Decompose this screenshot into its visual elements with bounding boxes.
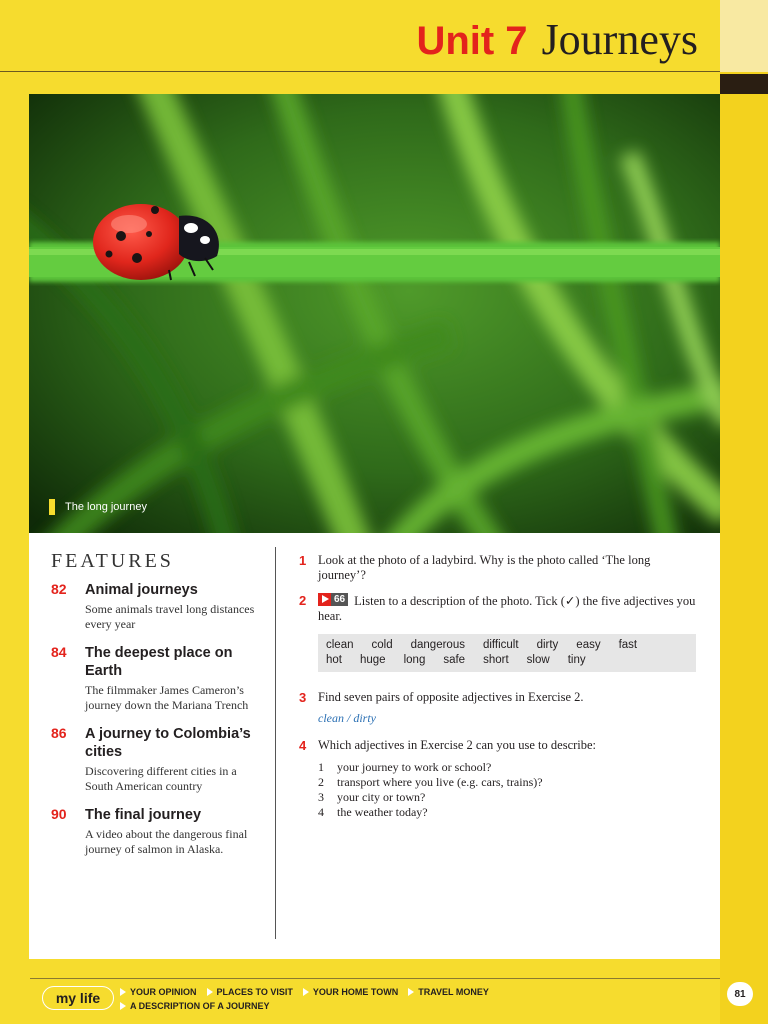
footer-topic: [408, 985, 489, 999]
exercise-example: clean / dirty: [318, 711, 376, 725]
title-rule: [0, 71, 720, 72]
exercise-number: 1: [299, 553, 307, 568]
feature-description: A video about the dangerous final journey of salmon in Alaska.: [85, 827, 248, 856]
question-number: 4: [318, 805, 324, 819]
word-item: easy: [576, 639, 601, 651]
feature-description: The filmmaker James Cameron’s journey down the Mariana Trench: [85, 683, 249, 712]
word-item: huge: [360, 654, 386, 666]
arrow-icon: [120, 1002, 126, 1010]
feature-title: A journey to Colombia’s cities: [85, 726, 251, 760]
unit-title: Journeys: [541, 15, 698, 64]
exercise-number: 4: [299, 738, 307, 753]
column-divider: [275, 547, 276, 939]
play-icon: [318, 593, 331, 606]
feature-description: Discovering different cities in a South American country: [85, 764, 237, 793]
features-heading: FEATURES: [51, 550, 174, 572]
word-item: slow: [526, 654, 550, 666]
footer-topic-label: TRAVEL MONEY: [418, 987, 489, 997]
word-item: difficult: [482, 639, 519, 651]
question-item: [318, 790, 699, 805]
feature-page-number: 84: [51, 644, 67, 660]
feature-description: Some animals travel long distances every year: [85, 602, 255, 631]
feature-item: [51, 644, 266, 713]
feature-page-number: 82: [51, 581, 67, 597]
feature-page-number: 90: [51, 806, 67, 822]
track-number: 66: [331, 593, 348, 606]
question-item: [318, 775, 699, 790]
question-text: your city or town?: [337, 790, 426, 804]
page-title: [416, 14, 698, 65]
arrow-icon: [303, 988, 309, 996]
question-text: the weather today?: [337, 805, 428, 819]
exercise-question-list: [318, 760, 699, 820]
feature-title: The deepest place on Earth: [85, 645, 233, 679]
exercise-4: [299, 738, 699, 820]
word-item: tiny: [567, 654, 586, 666]
footer-topic: [120, 985, 197, 999]
arrow-icon: [120, 988, 126, 996]
exercise-3: [299, 690, 699, 726]
word-row-1: [326, 638, 688, 653]
exercise-instruction: Which adjectives in Exercise 2 can you use to describe:: [318, 738, 597, 752]
footer-topic: [120, 999, 270, 1013]
footer-topic-label: YOUR HOME TOWN: [312, 987, 399, 997]
question-number: 2: [318, 775, 324, 789]
question-text: your journey to work or school?: [337, 760, 492, 774]
exercise-2: [299, 593, 699, 672]
word-row-2: [326, 653, 688, 668]
exercise-instruction: Find seven pairs of opposite adjectives in Exercise 2.: [318, 690, 584, 704]
exercise-1: [299, 553, 699, 583]
caption-marker: [49, 499, 55, 515]
exercise-instruction-wrap: [318, 593, 699, 624]
ladybird-photo: [29, 94, 720, 533]
content-panel: [29, 533, 720, 959]
edge-strip-marker: [720, 74, 768, 94]
feature-item: [51, 581, 266, 632]
exercises: [299, 553, 699, 820]
question-text: transport where you live (e.g. cars, trains)?: [337, 775, 543, 789]
features-list: [51, 581, 266, 869]
word-item: dangerous: [410, 639, 465, 651]
photo-caption: [49, 499, 147, 515]
question-number: 1: [318, 760, 324, 774]
edge-strip: [720, 0, 768, 1024]
edge-strip-top: [720, 0, 768, 72]
caption-text: The long journey: [65, 501, 147, 513]
ladybird-photo-illustration: [29, 94, 720, 533]
arrow-icon: [408, 988, 414, 996]
exercise-number: 3: [299, 690, 307, 705]
exercise-instruction: Listen to a description of the photo. Tick (✓) the five adjectives you hear.: [318, 594, 696, 623]
footer-topic-label: A DESCRIPTION OF A JOURNEY: [130, 1001, 270, 1011]
footer-topic-label: YOUR OPINION: [130, 987, 197, 997]
page-number: 81: [727, 982, 753, 1006]
footer-topic: [303, 985, 398, 999]
word-item: short: [483, 654, 509, 666]
footer-topics: [120, 985, 590, 1013]
word-item: long: [403, 654, 426, 666]
feature-item: [51, 725, 266, 794]
footer-rule: [30, 978, 720, 979]
unit-number: Unit 7: [416, 19, 528, 63]
feature-item: [51, 806, 266, 857]
feature-page-number: 86: [51, 725, 67, 741]
word-item: safe: [443, 654, 466, 666]
exercise-instruction: Look at the photo of a ladybird. Why is the photo called ‘The long journey’?: [318, 553, 651, 582]
feature-title: Animal journeys: [85, 582, 198, 598]
question-number: 3: [318, 790, 324, 804]
word-item: cold: [371, 639, 393, 651]
word-item: fast: [618, 639, 638, 651]
audio-track-button[interactable]: [318, 593, 348, 606]
footer-topic: [207, 985, 293, 999]
footer-topic-label: PLACES TO VISIT: [216, 987, 293, 997]
my-life-badge: my life: [42, 986, 114, 1010]
footer-topics-row-1: [120, 985, 590, 999]
adjective-word-box: [318, 634, 696, 672]
word-item: clean: [326, 639, 354, 651]
exercise-number: 2: [299, 593, 307, 608]
feature-title: The final journey: [85, 807, 202, 823]
arrow-icon: [207, 988, 213, 996]
question-item: [318, 805, 699, 820]
question-item: [318, 760, 699, 775]
word-item: hot: [326, 654, 342, 666]
word-item: dirty: [536, 639, 559, 651]
footer-topics-row-2: [120, 999, 590, 1013]
